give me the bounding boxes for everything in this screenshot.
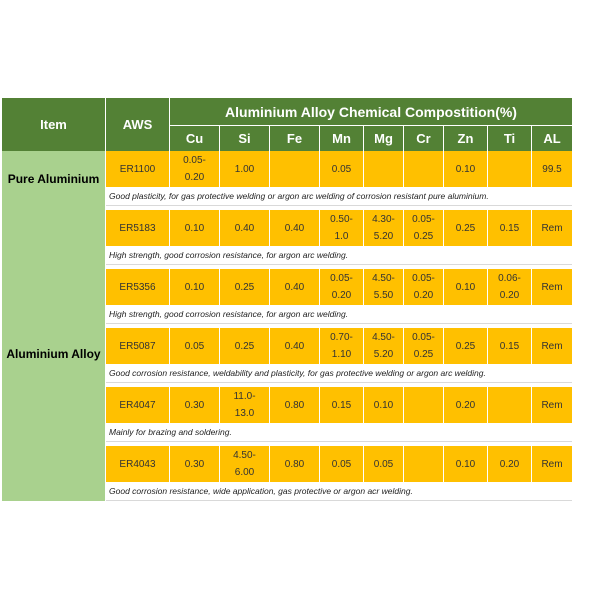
composition-cell: 0.25 xyxy=(444,324,488,364)
header-aws: AWS xyxy=(106,98,170,151)
composition-cell: 0.05 xyxy=(320,151,364,187)
header-element-fe: Fe xyxy=(270,126,320,151)
composition-cell: 0.50- 1.0 xyxy=(320,206,364,246)
composition-cell: 0.20 xyxy=(444,383,488,423)
composition-cell: Rem xyxy=(532,324,572,364)
composition-cell: 0.10 xyxy=(170,206,220,246)
composition-cell xyxy=(488,151,532,187)
aws-code-cell: ER5356 xyxy=(106,265,170,305)
composition-cell xyxy=(270,151,320,187)
composition-cell: Rem xyxy=(532,265,572,305)
composition-cell: 0.10 xyxy=(364,383,404,423)
composition-cell: 4.30- 5.20 xyxy=(364,206,404,246)
table-body xyxy=(2,151,572,501)
aws-code-cell: ER4043 xyxy=(106,442,170,482)
composition-cell xyxy=(364,151,404,187)
group-aluminium-alloy: Aluminium Alloy xyxy=(2,206,106,501)
table-row xyxy=(2,206,572,246)
header-element-si: Si xyxy=(220,126,270,151)
aws-code-cell: ER5183 xyxy=(106,206,170,246)
header-element-cr: Cr xyxy=(404,126,444,151)
header-element-mn: Mn xyxy=(320,126,364,151)
header-element-mg: Mg xyxy=(364,126,404,151)
composition-cell: 0.05- 0.20 xyxy=(404,265,444,305)
composition-cell: 0.05 xyxy=(320,442,364,482)
composition-cell: 0.10 xyxy=(444,442,488,482)
usage-note: High strength, good corrosion resistance, for argon arc welding. xyxy=(106,246,572,265)
composition-cell: 0.05- 0.20 xyxy=(320,265,364,305)
composition-cell: 0.40 xyxy=(220,206,270,246)
header-composition-title: Aluminium Alloy Chemical Compostition(%) xyxy=(170,98,572,126)
composition-cell: 0.80 xyxy=(270,383,320,423)
aws-code-cell: ER1100 xyxy=(106,151,170,187)
composition-cell: 0.05 xyxy=(170,324,220,364)
composition-cell: 0.06- 0.20 xyxy=(488,265,532,305)
composition-cell: 4.50- 6.00 xyxy=(220,442,270,482)
aws-code-cell: ER4047 xyxy=(106,383,170,423)
header-element-ti: Ti xyxy=(488,126,532,151)
usage-note: Good corrosion resistance, weldability and plasticity, for gas protective welding or argon arc welding. xyxy=(106,364,572,383)
header-element-zn: Zn xyxy=(444,126,488,151)
composition-cell: 0.40 xyxy=(270,324,320,364)
header-element-cu: Cu xyxy=(170,126,220,151)
composition-cell xyxy=(488,383,532,423)
composition-cell: 0.30 xyxy=(170,442,220,482)
usage-note: High strength, good corrosion resistance, for argon arc welding. xyxy=(106,305,572,324)
composition-cell: 0.20 xyxy=(488,442,532,482)
composition-cell: 11.0- 13.0 xyxy=(220,383,270,423)
composition-cell: 4.50- 5.20 xyxy=(364,324,404,364)
composition-cell: Rem xyxy=(532,442,572,482)
header-item: Item xyxy=(2,98,106,151)
usage-note: Mainly for brazing and soldering. xyxy=(106,423,572,442)
composition-cell: 0.15 xyxy=(320,383,364,423)
composition-cell: 0.05- 0.25 xyxy=(404,206,444,246)
composition-cell: 0.25 xyxy=(444,206,488,246)
group-pure-aluminium: Pure Aluminium xyxy=(2,151,106,206)
composition-cell: 0.80 xyxy=(270,442,320,482)
composition-cell: 0.70- 1.10 xyxy=(320,324,364,364)
composition-cell: 0.05 xyxy=(364,442,404,482)
composition-cell: 0.40 xyxy=(270,265,320,305)
header-element-al: AL xyxy=(532,126,572,151)
table-row xyxy=(2,151,572,187)
composition-cell xyxy=(404,151,444,187)
composition-cell: 0.05- 0.20 xyxy=(170,151,220,187)
composition-cell: 0.15 xyxy=(488,206,532,246)
aws-code-cell: ER5087 xyxy=(106,324,170,364)
composition-cell: 0.10 xyxy=(170,265,220,305)
composition-cell: 0.25 xyxy=(220,324,270,364)
alloy-composition-table xyxy=(2,98,572,501)
composition-cell: Rem xyxy=(532,383,572,423)
composition-cell: 0.40 xyxy=(270,206,320,246)
composition-cell xyxy=(404,442,444,482)
composition-cell: 0.25 xyxy=(220,265,270,305)
usage-note: Good plasticity, for gas protective welding or argon arc welding of corrosion resistant pure aluminium. xyxy=(106,187,572,206)
composition-cell: 0.10 xyxy=(444,265,488,305)
composition-cell: 0.15 xyxy=(488,324,532,364)
composition-cell: 0.05- 0.25 xyxy=(404,324,444,364)
composition-cell: 99.5 xyxy=(532,151,572,187)
composition-cell: 1.00 xyxy=(220,151,270,187)
composition-cell: Rem xyxy=(532,206,572,246)
composition-cell: 4.50- 5.50 xyxy=(364,265,404,305)
usage-note: Good corrosion resistance, wide application, gas protective or argon acr welding. xyxy=(106,482,572,501)
composition-cell: 0.10 xyxy=(444,151,488,187)
composition-cell xyxy=(404,383,444,423)
composition-cell: 0.30 xyxy=(170,383,220,423)
